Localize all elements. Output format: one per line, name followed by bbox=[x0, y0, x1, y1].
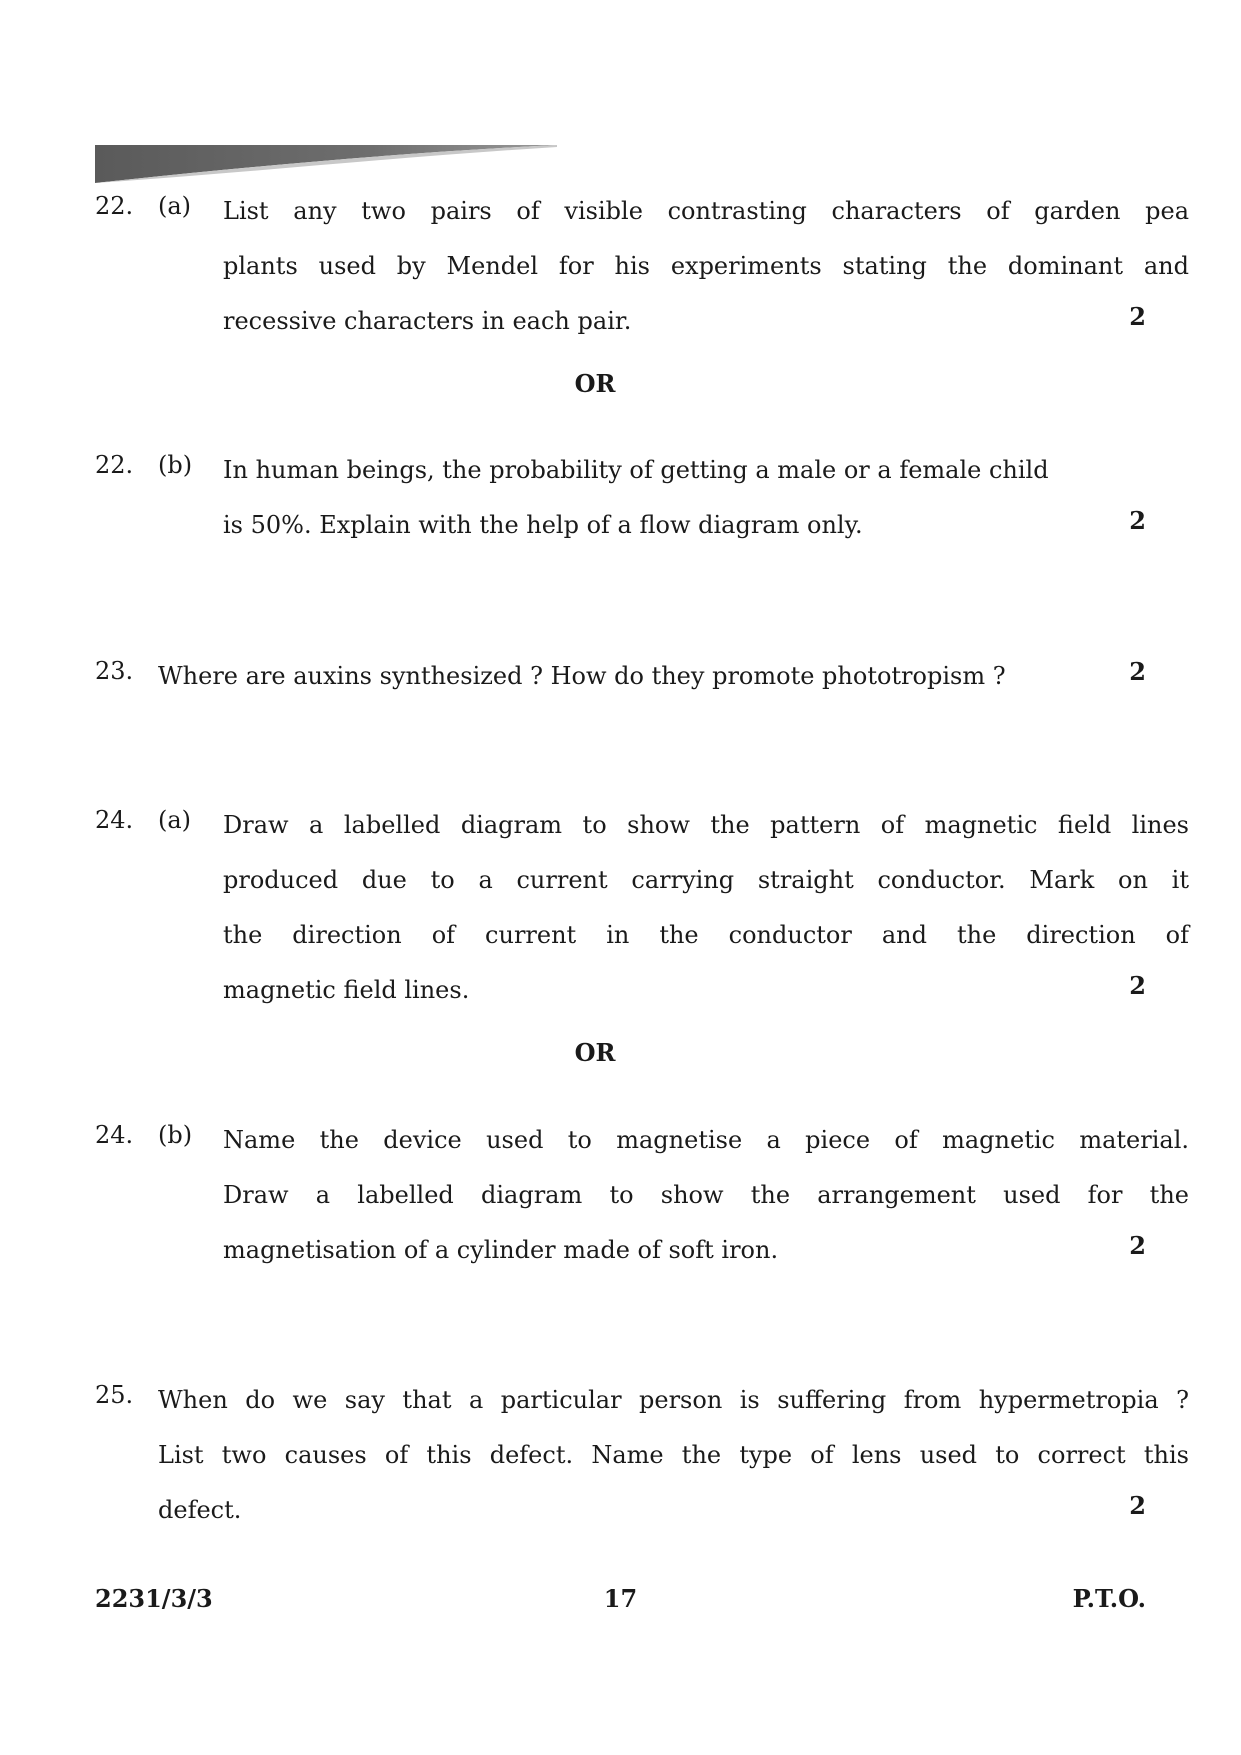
question-sub-label: (b) bbox=[158, 451, 193, 479]
text-line: the direction of current in the conductor and the direction of bbox=[223, 921, 1189, 949]
text-line: defect. bbox=[158, 1496, 242, 1524]
or-separator: OR bbox=[574, 1038, 616, 1067]
marks: 2 bbox=[1129, 302, 1146, 331]
question-number: 24. bbox=[95, 1121, 134, 1149]
question-text bbox=[158, 1373, 1189, 1538]
marks: 2 bbox=[1129, 506, 1146, 535]
question-text bbox=[158, 649, 1189, 704]
text-line: Draw a labelled diagram to show the pattern of magnetic field lines bbox=[223, 811, 1189, 839]
question-number: 22. bbox=[95, 192, 134, 220]
text-line: is 50%. Explain with the help of a flow diagram only. bbox=[223, 511, 863, 539]
text-line: In human beings, the probability of getting a male or a female child bbox=[223, 456, 1049, 484]
question-text bbox=[223, 798, 1189, 1018]
or-separator: OR bbox=[574, 369, 616, 398]
text-line: List any two pairs of visible contrasting characters of garden pea bbox=[223, 197, 1189, 225]
question-number: 22. bbox=[95, 451, 134, 479]
text-line: List two causes of this defect. Name the type of lens used to correct this bbox=[158, 1441, 1189, 1469]
footer-paper-code: 2231/3/3 bbox=[95, 1584, 213, 1613]
question-text bbox=[223, 443, 1189, 553]
question-sub-label: (a) bbox=[158, 806, 192, 834]
text-line: produced due to a current carrying straight conductor. Mark on it bbox=[223, 866, 1189, 894]
question-text bbox=[223, 184, 1189, 349]
text-line: Name the device used to magnetise a piece of magnetic material. bbox=[223, 1126, 1189, 1154]
marks: 2 bbox=[1129, 657, 1146, 686]
marks: 2 bbox=[1129, 971, 1146, 1000]
text-line: plants used by Mendel for his experiments stating the dominant and bbox=[223, 252, 1189, 280]
text-line: Where are auxins synthesized ? How do they promote phototropism ? bbox=[158, 662, 1006, 690]
footer-pto: P.T.O. bbox=[1072, 1584, 1146, 1613]
text-line: When do we say that a particular person is suffering from hypermetropia ? bbox=[158, 1386, 1189, 1414]
question-sub-label: (a) bbox=[158, 192, 192, 220]
header-decorative-bar bbox=[95, 145, 557, 183]
text-line: magnetisation of a cylinder made of soft iron. bbox=[223, 1236, 779, 1264]
question-number: 23. bbox=[95, 657, 134, 685]
marks: 2 bbox=[1129, 1491, 1146, 1520]
question-sub-label: (b) bbox=[158, 1121, 193, 1149]
question-text bbox=[223, 1113, 1189, 1278]
footer-page-number: 17 bbox=[603, 1584, 638, 1613]
text-line: Draw a labelled diagram to show the arrangement used for the bbox=[223, 1181, 1189, 1209]
question-number: 25. bbox=[95, 1381, 134, 1409]
question-number: 24. bbox=[95, 806, 134, 834]
marks: 2 bbox=[1129, 1231, 1146, 1260]
text-line: recessive characters in each pair. bbox=[223, 307, 632, 335]
text-line: magnetic field lines. bbox=[223, 976, 470, 1004]
